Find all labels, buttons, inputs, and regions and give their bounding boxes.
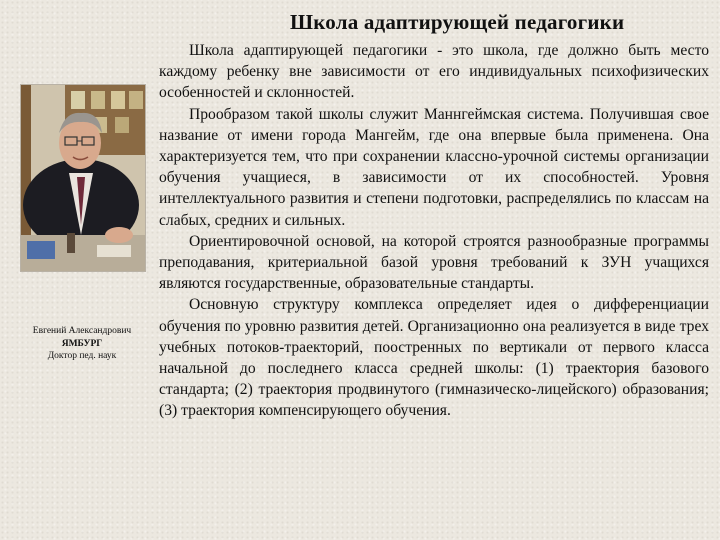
paragraph-standards: Ориентировочной основой, на которой строятся разнообразные программы преподавания, критериальной базой уровня требований к ЗУН учащихся являются государственные, образовательные стандарты.: [159, 232, 709, 293]
paragraph-structure: Основную структуру комплекса определяет идея о дифференциации обучения по уровню развития детей. Организационно она реализуется в виде трех учебных потоков-траекторий, поостренных по вертикали от первого класса начальной до последнего класса средней школы: (1) траектория базового стандарта; (2) траектория продвинутого (гимназическо-лицейского) образования; (3) траектория компенсирующего обучения.: [159, 296, 709, 420]
portrait-caption: [20, 325, 144, 363]
slide-title: Школа адаптирующей педагогики: [290, 10, 625, 34]
portrait-illustration: [21, 85, 145, 271]
paragraph-mannheim: Прообразом такой школы служит Маннгеймская система. Получившая свое название от имени города Мангейм, где она впервые была применена. Она характеризуется тем, что при сохранении классно-урочной системы организации обучения учащиеся, в зависимости от их способностей. Уровня интеллектуального развития и степени подготовки, распределялись по классам на слабых, средних и сильных.: [159, 105, 709, 229]
paragraph-intro: Школа адаптирующей педагогики - это школа, где должно быть место каждому ребенку вне зависимости от его индивидуальных психофизических особенностей и склонностей.: [159, 42, 709, 102]
caption-degree: Доктор пед. наук: [47, 351, 117, 361]
caption-name: Евгений Александрович: [32, 326, 132, 336]
portrait-photo: [20, 84, 146, 272]
slide-body: [159, 40, 709, 422]
caption-surname: ЯМБУРГ: [61, 338, 103, 349]
